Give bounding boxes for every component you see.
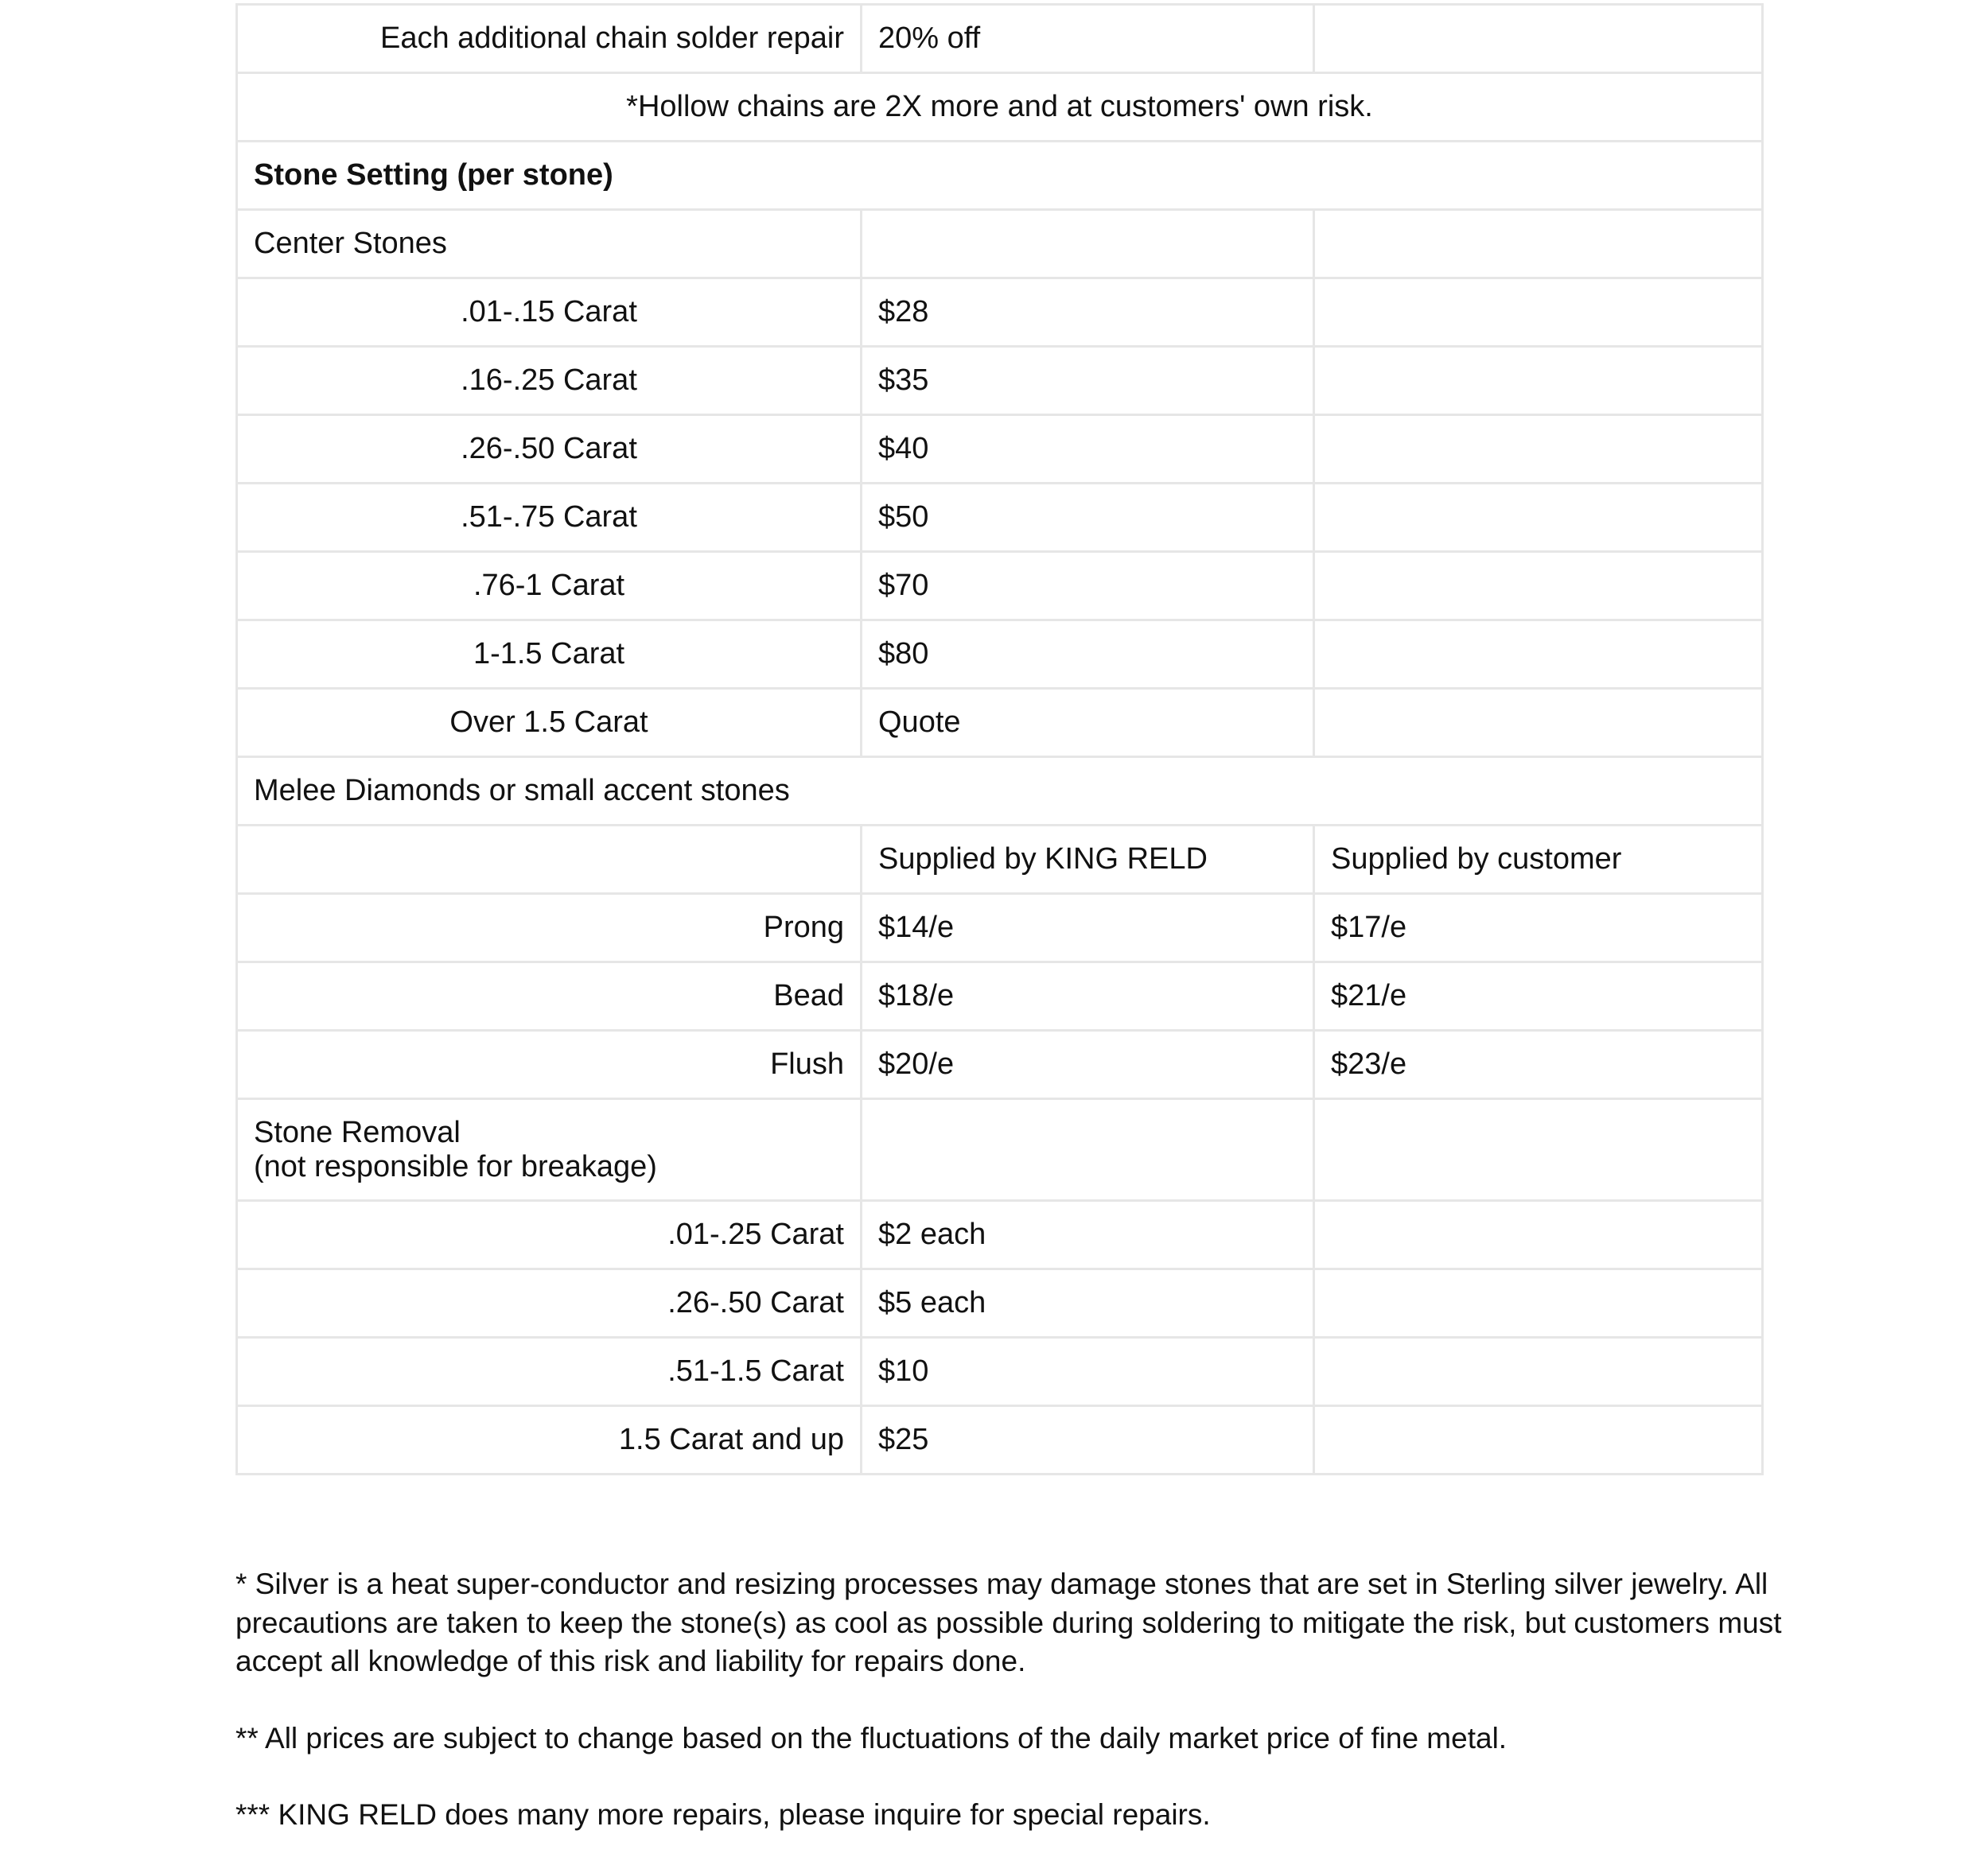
footnote: *** KING RELD does many more repairs, please inquire for special repairs. <box>235 1798 1211 1831</box>
price-cell: 20% off <box>862 5 1314 73</box>
price-cell: $40 <box>862 415 1314 484</box>
service-label-cell: .16-.25 Carat <box>237 347 862 415</box>
subsection-label: Melee Diamonds or small accent stones <box>237 757 1763 826</box>
service-label-cell: .01-.15 Carat <box>237 278 862 347</box>
service-label-cell: Over 1.5 Carat <box>237 689 862 757</box>
customer-price-cell <box>1314 5 1763 73</box>
service-label-cell: .76-1 Carat <box>237 552 862 620</box>
customer-price-cell <box>1314 347 1763 415</box>
customer-price-cell: $17/e <box>1314 894 1763 962</box>
price-cell: Quote <box>862 689 1314 757</box>
customer-price-cell: Supplied by customer <box>1314 826 1763 894</box>
price-cell: $35 <box>862 347 1314 415</box>
price-cell: $20/e <box>862 1031 1314 1099</box>
customer-price-cell <box>1314 210 1763 278</box>
price-cell: $18/e <box>862 962 1314 1031</box>
table-row <box>237 484 1763 552</box>
price-cell: $80 <box>862 620 1314 689</box>
customer-price-cell <box>1314 278 1763 347</box>
table-row <box>237 962 1763 1031</box>
table-row <box>237 73 1763 142</box>
service-label-cell: .01-.25 Carat <box>237 1201 862 1269</box>
customer-price-cell <box>1314 415 1763 484</box>
customer-price-cell <box>1314 1201 1763 1269</box>
customer-price-cell: $21/e <box>1314 962 1763 1031</box>
customer-price-cell: $23/e <box>1314 1031 1763 1099</box>
table-row <box>237 826 1763 894</box>
table-row <box>237 415 1763 484</box>
service-label-cell: Prong <box>237 894 862 962</box>
table-row <box>237 210 1763 278</box>
price-cell <box>862 210 1314 278</box>
service-label-cell: Center Stones <box>237 210 862 278</box>
price-cell: $25 <box>862 1406 1314 1475</box>
repair-price-table <box>235 3 1764 1475</box>
price-cell: $28 <box>862 278 1314 347</box>
customer-price-cell <box>1314 552 1763 620</box>
service-label-cell: .26-.50 Carat <box>237 415 862 484</box>
table-row <box>237 1269 1763 1338</box>
customer-price-cell <box>1314 1099 1763 1201</box>
service-label-cell: .51-1.5 Carat <box>237 1338 862 1406</box>
table-row <box>237 347 1763 415</box>
table-row <box>237 5 1763 73</box>
table-note: *Hollow chains are 2X more and at customers' own risk. <box>237 73 1763 142</box>
table-row <box>237 552 1763 620</box>
table-row <box>237 1099 1763 1201</box>
footnotes <box>235 1565 1795 1873</box>
service-label-cell <box>237 1099 862 1201</box>
customer-price-cell <box>1314 1269 1763 1338</box>
price-cell: $50 <box>862 484 1314 552</box>
price-cell: Supplied by KING RELD <box>862 826 1314 894</box>
service-label-cell: Flush <box>237 1031 862 1099</box>
table-row <box>237 894 1763 962</box>
price-cell: $2 each <box>862 1201 1314 1269</box>
service-label-cell: 1.5 Carat and up <box>237 1406 862 1475</box>
table-row <box>237 1201 1763 1269</box>
service-label-cell: .51-.75 Carat <box>237 484 862 552</box>
customer-price-cell <box>1314 1406 1763 1475</box>
price-cell: $70 <box>862 552 1314 620</box>
cell-line: Stone Removal <box>254 1115 461 1149</box>
table-row <box>237 142 1763 210</box>
price-table-body <box>237 5 1763 1475</box>
price-cell: $10 <box>862 1338 1314 1406</box>
service-label-cell <box>237 826 862 894</box>
service-label-cell: .26-.50 Carat <box>237 1269 862 1338</box>
customer-price-cell <box>1314 484 1763 552</box>
table-row <box>237 1338 1763 1406</box>
table-row <box>237 689 1763 757</box>
customer-price-cell <box>1314 620 1763 689</box>
table-row <box>237 278 1763 347</box>
price-cell: $14/e <box>862 894 1314 962</box>
price-cell <box>862 1099 1314 1201</box>
table-row <box>237 757 1763 826</box>
service-label-cell: Bead <box>237 962 862 1031</box>
price-cell: $5 each <box>862 1269 1314 1338</box>
service-label-cell: Each additional chain solder repair <box>237 5 862 73</box>
footnote: * Silver is a heat super-conductor and resizing processes may damage stones that are set in Sterling silver jewelry. All precautions are taken to keep the stone(s) as cool as possible during soldering to mitigate the risk, but customers must accept all knowledge of this risk and liability for repairs done. <box>235 1568 1782 1677</box>
table-row <box>237 620 1763 689</box>
customer-price-cell <box>1314 1338 1763 1406</box>
service-label-cell: 1-1.5 Carat <box>237 620 862 689</box>
table-row <box>237 1406 1763 1475</box>
table-row <box>237 1031 1763 1099</box>
section-heading: Stone Setting (per stone) <box>237 142 1763 210</box>
customer-price-cell <box>1314 689 1763 757</box>
footnote: ** All prices are subject to change based on the fluctuations of the daily market price of fine metal. <box>235 1721 1508 1754</box>
cell-line: (not responsible for breakage) <box>254 1149 657 1183</box>
